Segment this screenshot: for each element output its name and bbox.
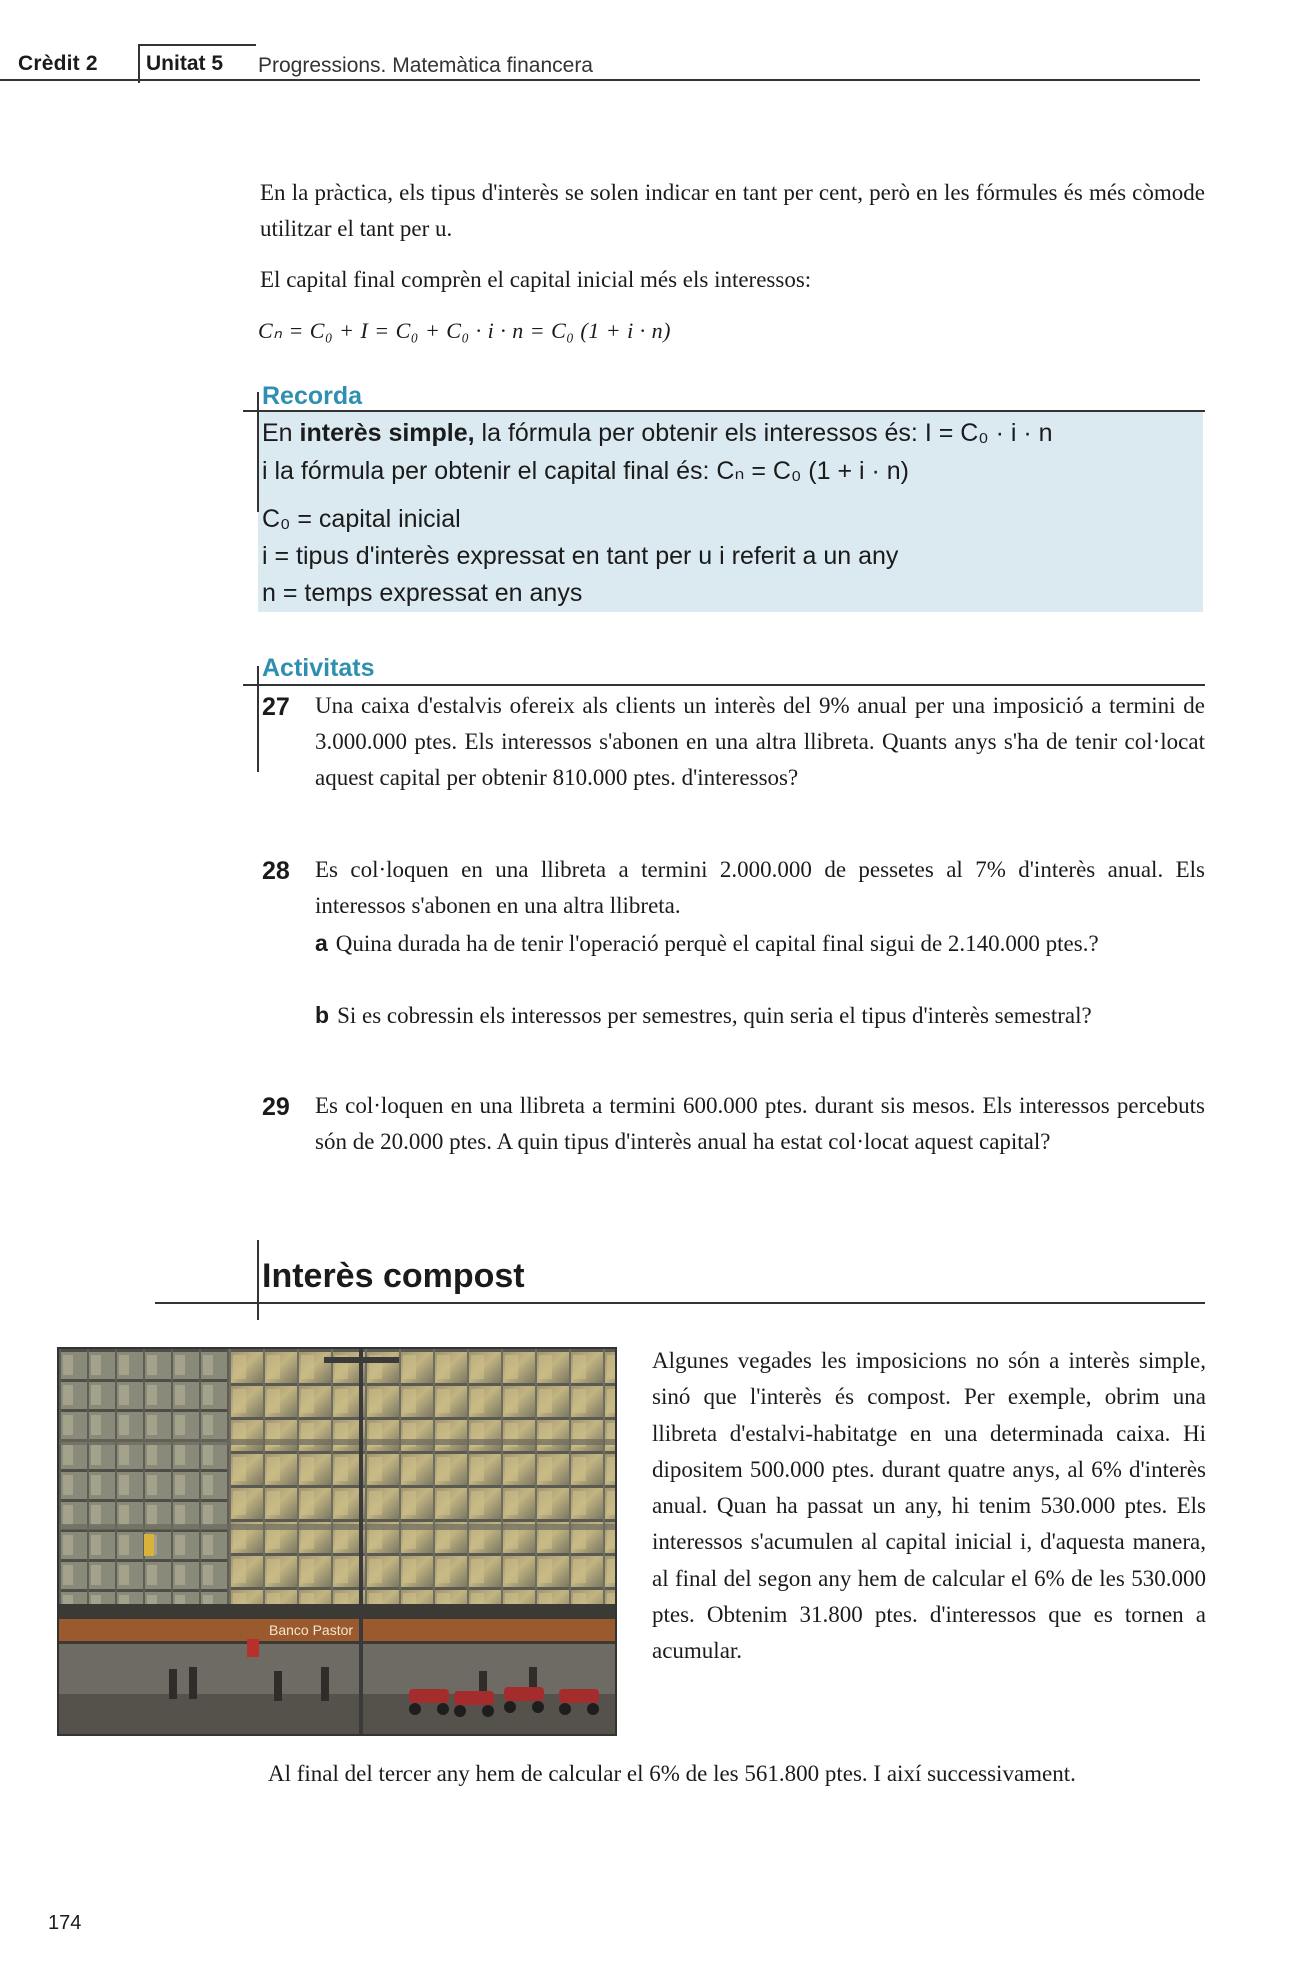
page-number: 174	[48, 1912, 82, 1934]
activitats-bracket	[257, 666, 259, 772]
recorda-def-capital: C₀ = capital inicial	[262, 505, 461, 533]
activity-28-item-a: a Quina durada ha de tenir l'operació perquè el capital final sigui de 2.140.000 ptes.?	[315, 930, 1099, 956]
activity-28-text: Es col·loquen en una llibreta a termini 2.000.000 de pessetes al 7% d'interès anual. Els interessos s'abonen en una altra llibreta.	[315, 857, 1205, 918]
credit-label: Crèdit 2	[18, 52, 98, 75]
recorda-bracket	[257, 392, 259, 512]
capital-formula: Cₙ = C₀ + I = C₀ + C₀ · i · n = C₀ (1 + i · n)	[258, 318, 672, 343]
recorda-line-2: i la fórmula per obtenir el capital final és: Cₙ = C₀ (1 + i · n)	[262, 457, 909, 485]
interes-simple-label: interès simple,	[299, 419, 475, 447]
activity-27-text: Una caixa d'estalvis ofereix als clients un interès del 9% anual per una imposició a termini de 3.000.000 ptes. Els interessos s'abonen en una altra llibreta. Quants anys s'ha de tenir col·locat aquest capital per obtenir 810.000 ptes. d'interessos?	[315, 693, 1205, 790]
item-letter-a: a	[315, 930, 328, 956]
compost-bracket	[257, 1240, 259, 1320]
recorda-def-time: n = temps expressat en anys	[262, 579, 583, 607]
recorda-title: Recorda	[262, 382, 363, 410]
activitats-rule	[243, 684, 1205, 686]
page-header	[0, 44, 1210, 84]
building-sign: Banco Pastor	[269, 1622, 354, 1638]
activity-28-item-b: b Si es cobressin els interessos per semestres, quin seria el tipus d'interès semestral?	[315, 1002, 1092, 1028]
intro-paragraph-2: El capital final comprèn el capital inicial més els interessos:	[260, 267, 812, 292]
unit-label: Unitat 5	[146, 52, 224, 75]
recorda-line-1: En interès simple, la fórmula per obtenir els interessos és: I = C₀ · i · n	[262, 419, 1053, 447]
compost-title: Interès compost	[262, 1257, 525, 1295]
header-rule	[0, 79, 1200, 81]
intro-paragraph-1: En la pràctica, els tipus d'interès se solen indicar en tant per cent, però en les fórmules és més còmode utilitzar el tant per u.	[260, 180, 1205, 241]
compost-paragraph: Algunes vegades les imposicions no són a interès simple, sinó que l'interès és compost. Per exemple, obrim una llibreta d'estalvi-habitatge en una determinada caixa. Hi dipositem 500.000 ptes. durant quatre anys, al 6% d'interès anual. Quan ha passat un any, hi tenim 530.000 ptes. Els interessos s'acumulen al capital inicial i, d'aquesta manera, al final del segon any hem de calcular el 6% de les 530.000 ptes. Obtenim 31.800 ptes. d'interessos que es tornen a acumular.	[652, 1348, 1206, 1664]
recorda-def-rate: i = tipus d'interès expressat en tant per u i referit a un any	[262, 542, 899, 570]
compost-rule	[155, 1302, 1205, 1304]
compost-paragraph-2: Al final del tercer any hem de calcular el 6% de les 561.800 ptes. I així successivament.	[268, 1761, 1076, 1786]
activity-number-28: 28	[262, 857, 290, 885]
activitats-title: Activitats	[262, 654, 375, 682]
subject-title: Progressions. Matemàtica financera	[258, 54, 593, 77]
recorda-rule	[243, 410, 1205, 412]
activity-number-29: 29	[262, 1093, 290, 1121]
bank-building-photo	[57, 1347, 617, 1736]
building-illustration	[59, 1349, 615, 1734]
item-letter-b: b	[315, 1002, 330, 1028]
activity-number-27: 27	[262, 693, 290, 721]
activity-29-text: Es col·loquen en una llibreta a termini 600.000 ptes. durant sis mesos. Els interessos percebuts són de 20.000 ptes. A quin tipus d'interès anual ha estat col·locat aquest capital?	[315, 1093, 1205, 1154]
